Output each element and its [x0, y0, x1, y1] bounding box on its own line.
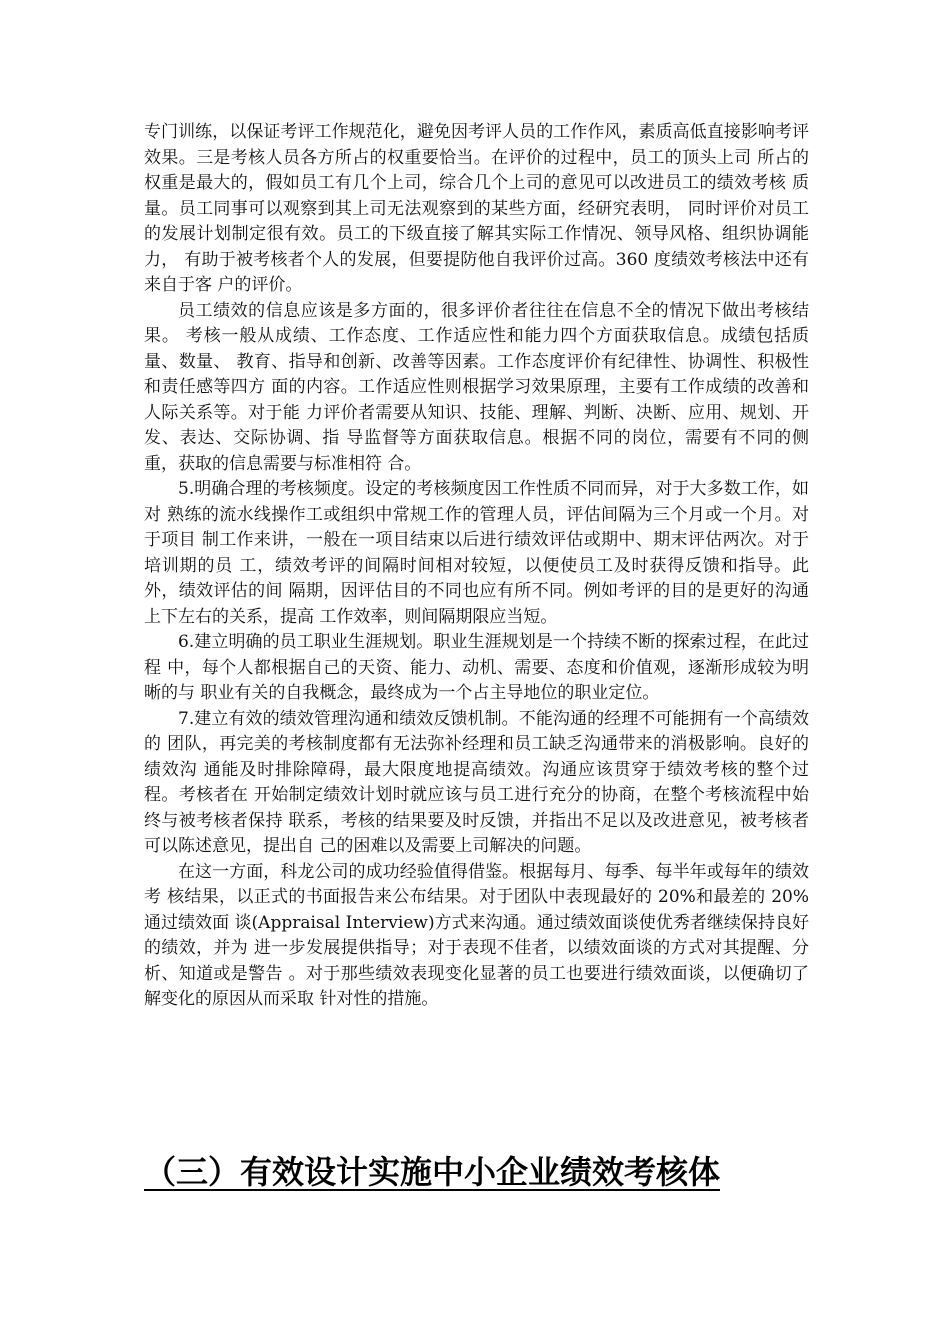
- section-heading: （三）有效设计实施中小企业绩效考核体: [144, 1153, 721, 1191]
- paragraph-1: 专门训练，以保证考评工作规范化，避免因考评人员的工作作风，素质高低直接影响考评效果。三是考核人员各方所占的权重要恰当。在评价的过程中，员工的顶头上司 所占的权重是最大的，假如员工有几个上司，综合几个上司的意见可以改进员工的绩效考核 质量。员工同事可以观察到其上司无法观察到的某些方面，经研究表明， 同时评价对员工 的发展计划制定很有效。员工的下级直接了解其实际工作情况、领导风格、组织协调能力， 有助于被考核者个人的发展，但要提防他自我评价过高。360 度绩效考核法中还有来自于客 户的评价。: [144, 122, 809, 295]
- paragraph-3: 5.明确合理的考核频度。设定的考核频度因工作性质不同而异，对于大多数工作，如对 熟练的流水线操作工或组织中常规工作的管理人员，评估间隔为三个月或一个月。对于项目 制工作来讲，一般在一项目结束以后进行绩效评估或期中、期末评估两次。对于培训期的员 工，绩效考评的间隔时间相对较短，以便使员工及时获得反馈和指导。此外，绩效评估的间 隔期，因评估目的不同也应有所不同。例如考评的目的是更好的沟通上下左右的关系，提高 工作效率，则间隔期限应当短。: [144, 479, 809, 627]
- paragraph-5: 7.建立有效的绩效管理沟通和绩效反馈机制。不能沟通的经理不可能拥有一个高绩效的 团队，再完美的考核制度都有无法弥补经理和员工缺乏沟通带来的消极影响。良好的绩效沟 通能及时排除障碍，最大限度地提高绩效。沟通应该贯穿于绩效考核的整个过程。考核者在 开始制定绩效计划时就应该与员工进行充分的协商，在整个考核流程中始终与被考核者保持 联系，考核的结果要及时反馈，并指出不足以及改进意见，被考核者可以陈述意见，提出自 己的困难以及需要上司解决的问题。: [144, 708, 809, 856]
- paragraph-4: 6.建立明确的员工职业生涯规划。职业生涯规划是一个持续不断的探索过程，在此过程 中，每个人都根据自己的天资、能力、动机、需要、态度和价值观，逐渐形成较为明晰的与 职业有关的自我概念，最终成为一个占主导地位的职业定位。: [144, 632, 809, 703]
- paragraph-2: 员工绩效的信息应该是多方面的，很多评价者往往在信息不全的情况下做出考核结果。 考核一般从成绩、工作态度、工作适应性和能力四个方面获取信息。成绩包括质量、数量、 教育、指导和创新、改善等因素。工作态度评价有纪律性、协调性、积极性和责任感等四方 面的内容。工作适应性则根据学习效果原理，主要有工作成绩的改善和人际关系等。对于能 力评价者需要从知识、技能、理解、判断、决断、应用、规划、开发、表达、交际协调、指 导监督等方面获取信息。根据不同的岗位，需要有不同的侧重，获取的信息需要与标准相符 合。: [144, 300, 809, 474]
- paragraph-6: 在这一方面，科龙公司的成功经验值得借鉴。根据每月、每季、每半年或每年的绩效考 核结果，以正式的书面报告来公布结果。对于团队中表现最好的 20%和最差的 20%通过绩效面 谈(Appraisal Interview)方式来沟通。通过绩效面谈使优秀者继续保持良好的绩效，并为 进一步发展提供指导；对于表现不佳者，以绩效面谈的方式对其提醒、分析、知道或是警告 。对于那些绩效表现变化显著的员工也要进行绩效面谈，以便确切了解变化的原因从而采取 针对性的措施。: [144, 861, 809, 1009]
- body-text: [144, 120, 809, 1013]
